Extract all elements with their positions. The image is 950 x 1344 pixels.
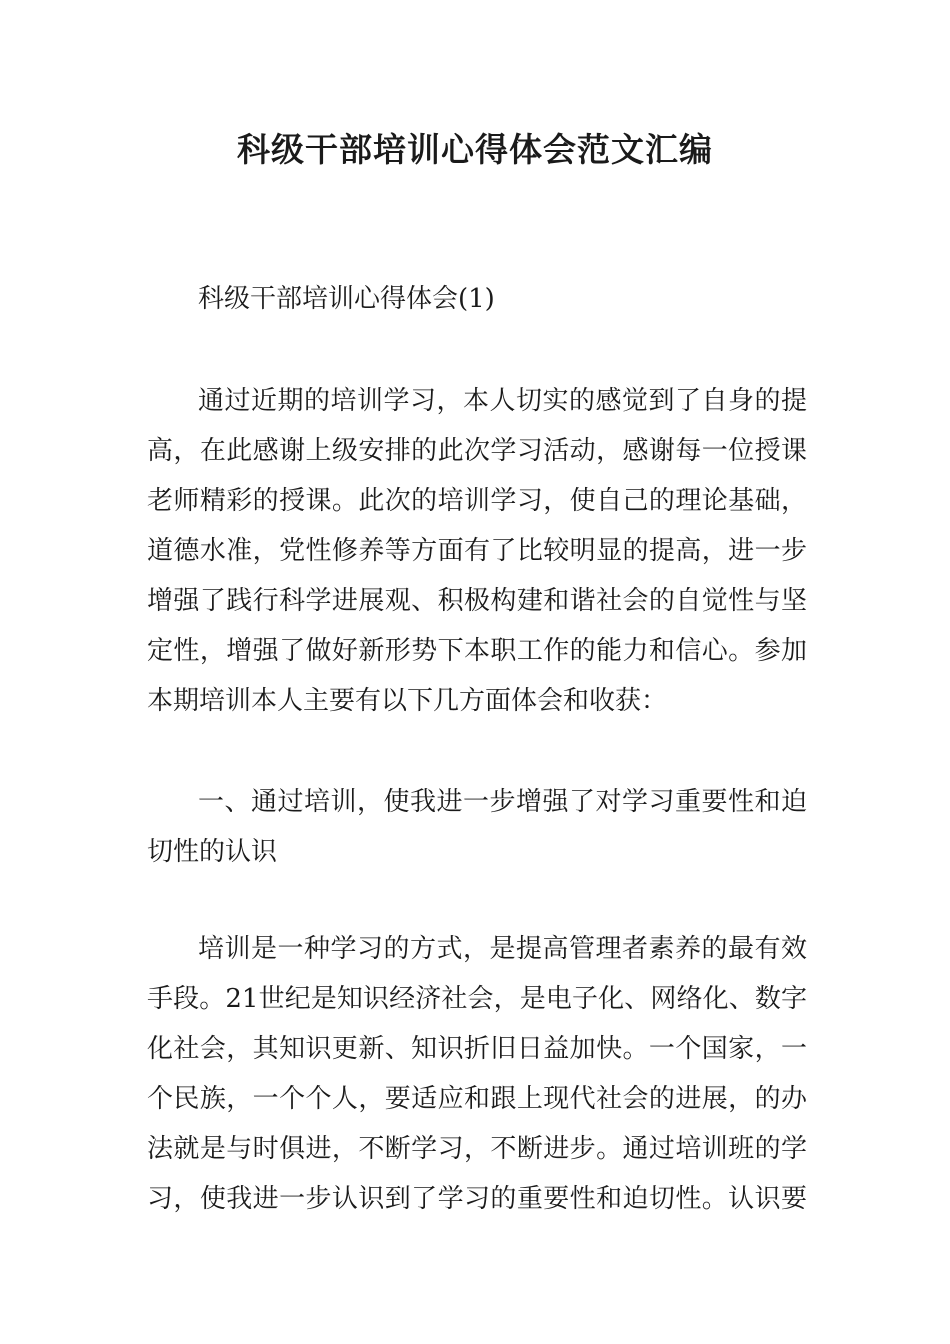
paragraph-line: 切性的认识: [147, 837, 278, 867]
paragraph-line: 培训是一种学习的方式，是提高管理者素养的最有效: [198, 934, 807, 964]
paragraph-line: 个民族，一个个人，要适应和跟上现代社会的进展，的办: [147, 1084, 807, 1114]
paragraph-line: 增强了践行科学进展观、积极构建和谐社会的自觉性与坚: [147, 586, 807, 616]
paragraph-line: 法就是与时俱进，不断学习，不断进步。通过培训班的学: [147, 1134, 807, 1164]
paragraph-line: 老师精彩的授课。此次的培训学习，使自己的理论基础，: [147, 486, 807, 516]
paragraph-line: 化社会，其知识更新、知识折旧日益加快。一个国家，一: [147, 1034, 807, 1064]
paragraph-line: 通过近期的培训学习，本人切实的感觉到了自身的提: [198, 386, 807, 416]
paragraph-line: 定性，增强了做好新形势下本职工作的能力和信心。参加: [147, 636, 807, 666]
paragraph-line: 高，在此感谢上级安排的此次学习活动，感谢每一位授课: [147, 436, 807, 466]
paragraph-line: 一、通过培训，使我进一步增强了对学习重要性和迫: [198, 787, 807, 817]
paragraph-line: 道德水准，党性修养等方面有了比较明显的提高，进一步: [147, 536, 807, 566]
paragraph-line: 手段。21世纪是知识经济社会，是电子化、网络化、数字: [147, 984, 807, 1014]
paragraph-line: 本期培训本人主要有以下几方面体会和收获：: [147, 686, 668, 716]
section-subtitle: 科级干部培训心得体会(1): [198, 284, 495, 314]
paragraph-line: 习，使我进一步认识到了学习的重要性和迫切性。认识要: [147, 1184, 807, 1214]
document-title: 科级干部培训心得体会范文汇编: [237, 130, 713, 169]
